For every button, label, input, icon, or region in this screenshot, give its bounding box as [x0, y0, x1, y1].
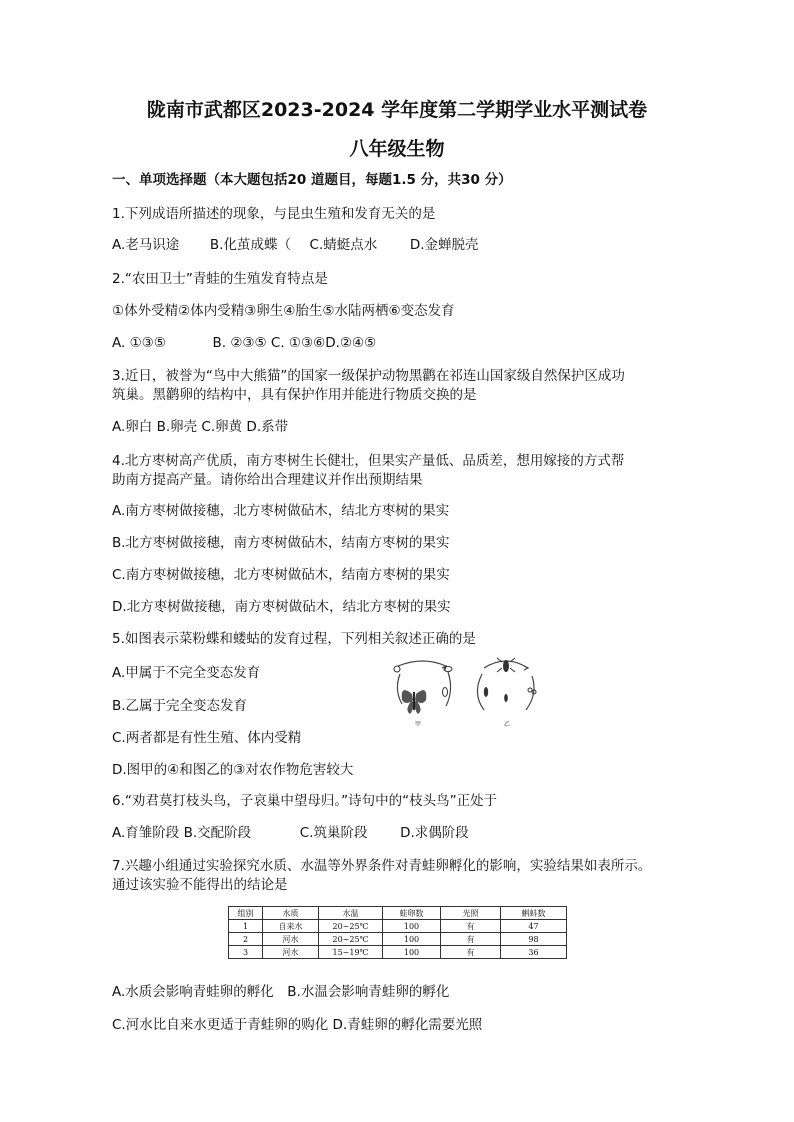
diagram-label-jia: 甲: [414, 721, 422, 728]
egg-icon: [394, 666, 400, 672]
table-cell: 47: [501, 920, 567, 933]
q5-option-c: C.两者都是有性生殖、体内受精: [112, 730, 302, 746]
nymph-icon: [484, 687, 508, 702]
q7-stem-line1: 7.兴趣小组通过实验探究水质、水温等外界条件对青蛙卵孵化的影响，实验结果如表所示。: [112, 858, 652, 874]
section-heading: 一、单项选择题（本大题包括20 道题目，每题1.5 分，共30 分）: [112, 172, 512, 188]
q6-option-b: B.交配阶段: [183, 825, 252, 841]
q1-options: [112, 236, 479, 254]
page-subtitle: 八年级生物: [349, 138, 445, 160]
table-cell: 100: [383, 933, 441, 946]
q6-option-a: A.育雏阶段: [112, 825, 180, 841]
q6-options: [112, 824, 469, 842]
diagram-label-yi: 乙: [503, 721, 511, 728]
table-header: 蝌蚪数: [501, 907, 567, 920]
q2-option-a: A. ①③⑤: [112, 335, 166, 351]
table-cell: 3: [229, 946, 263, 959]
table-cell: 15~19℃: [319, 946, 383, 959]
q4-option-c: C.南方枣树做接穗，北方枣树做砧木，结南方枣树的果实: [112, 567, 450, 583]
q7-options-cd: C.河水比自来水更适于青蛙卵的购化 D.青蛙卵的孵化需要光照: [112, 1017, 483, 1033]
q1-option-a: A.老马识途: [112, 237, 180, 253]
q5-option-b: B.乙属于完全变态发育: [112, 698, 248, 714]
q2-options: [112, 334, 376, 352]
table-cell: 自来水: [263, 920, 319, 933]
results-table: [228, 906, 567, 959]
q1-option-b: B.化茧成蝶（: [209, 237, 291, 253]
table-header: 组别: [229, 907, 263, 920]
table-header: 光照: [441, 907, 501, 920]
q4-option-d: D.北方枣树做接穗，南方枣树做砧木，结北方枣树的果实: [112, 599, 451, 615]
q6-option-c: C.筑巢阶段: [299, 825, 368, 841]
table-cell: 2: [229, 933, 263, 946]
table-cell: 20~25℃: [319, 933, 383, 946]
table-cell: 20~25℃: [319, 920, 383, 933]
insect-development-diagram: [388, 654, 546, 730]
table-cell: 有: [441, 946, 501, 959]
q4-stem-line2: 助南方提高产量。请你给出合理建议并作出预期结果: [112, 472, 423, 488]
table-row: [229, 920, 567, 933]
q7-stem-line2: 通过该实验不能得出的结论是: [112, 877, 288, 893]
table-row: [229, 933, 567, 946]
q2-stem: 2.“农田卫士”青蛙的生殖发育特点是: [112, 271, 328, 287]
q6-stem: 6.“劝君莫打枝头鸟，子哀巢中望母归。”诗句中的“枝头鸟”正处于: [112, 793, 498, 809]
table-row: [229, 946, 567, 959]
page-title: 陇南市武都区2023-2024 学年度第二学期学业水平测试卷: [146, 99, 648, 121]
table-header: 蛙卵数: [383, 907, 441, 920]
mole-cricket-icon: [497, 658, 515, 672]
q4-option-b: B.北方枣树做接穗，南方枣树做砧木，结南方枣树的果实: [112, 535, 450, 551]
q3-stem-line2: 筑巢。黑鹳卵的结构中，具有保护作用并能进行物质交换的是: [112, 387, 477, 403]
table-header-row: [229, 907, 567, 920]
q5-option-d: D.图甲的④和图乙的③对农作物危害较大: [112, 762, 354, 778]
butterfly-icon: [402, 690, 427, 714]
table-cell: 有: [441, 920, 501, 933]
egg-icon: [528, 688, 532, 692]
table-cell: 1: [229, 920, 263, 933]
q1-option-d: D.金蝉脱壳: [409, 237, 479, 253]
q6-option-d: D.求偶阶段: [400, 825, 469, 841]
table-cell: 100: [383, 946, 441, 959]
q2-list: ①体外受精②体内受精③卵生④胎生⑤水陆两栖⑥变态发育: [112, 303, 455, 319]
q4-stem-line1: 4.北方枣树高产优质，南方枣树生长健壮，但果实产量低、品质差，想用嫁接的方式帮: [112, 453, 625, 469]
table-cell: 100: [383, 920, 441, 933]
q5-option-a: A.甲属于不完全变态发育: [112, 665, 261, 681]
table-cell: 河水: [263, 946, 319, 959]
q4-option-a: A.南方枣树做接穗，北方枣树做砧木，结北方枣树的果实: [112, 503, 450, 519]
q1-option-c: C.蜻蜓点水: [309, 237, 378, 253]
pupa-icon: [443, 688, 448, 697]
table-cell: 河水: [263, 933, 319, 946]
q3-options: A.卵白 B.卵壳 C.卵黄 D.系带: [112, 419, 289, 435]
q2-option-bcd: B. ②③⑤ C. ①③⑥D.②④⑤: [212, 335, 377, 351]
q1-stem: 1.下列成语所描述的现象，与昆虫生殖和发育无关的是: [112, 206, 436, 222]
q7-options-ab: A.水质会影响青蛙卵的孵化 B.水温会影响青蛙卵的孵化: [112, 984, 450, 1000]
table-cell: 98: [501, 933, 567, 946]
table-header: 水温: [319, 907, 383, 920]
q5-stem: 5.如图表示菜粉蝶和蝼蛄的发育过程，下列相关叙述正确的是: [112, 631, 476, 647]
table-cell: 有: [441, 933, 501, 946]
table-cell: 36: [501, 946, 567, 959]
table-header: 水质: [263, 907, 319, 920]
q3-stem-line1: 3.近日，被誉为“鸟中大熊猫”的国家一级保护动物黑鹳在祁连山国家级自然保护区成功: [112, 368, 625, 384]
